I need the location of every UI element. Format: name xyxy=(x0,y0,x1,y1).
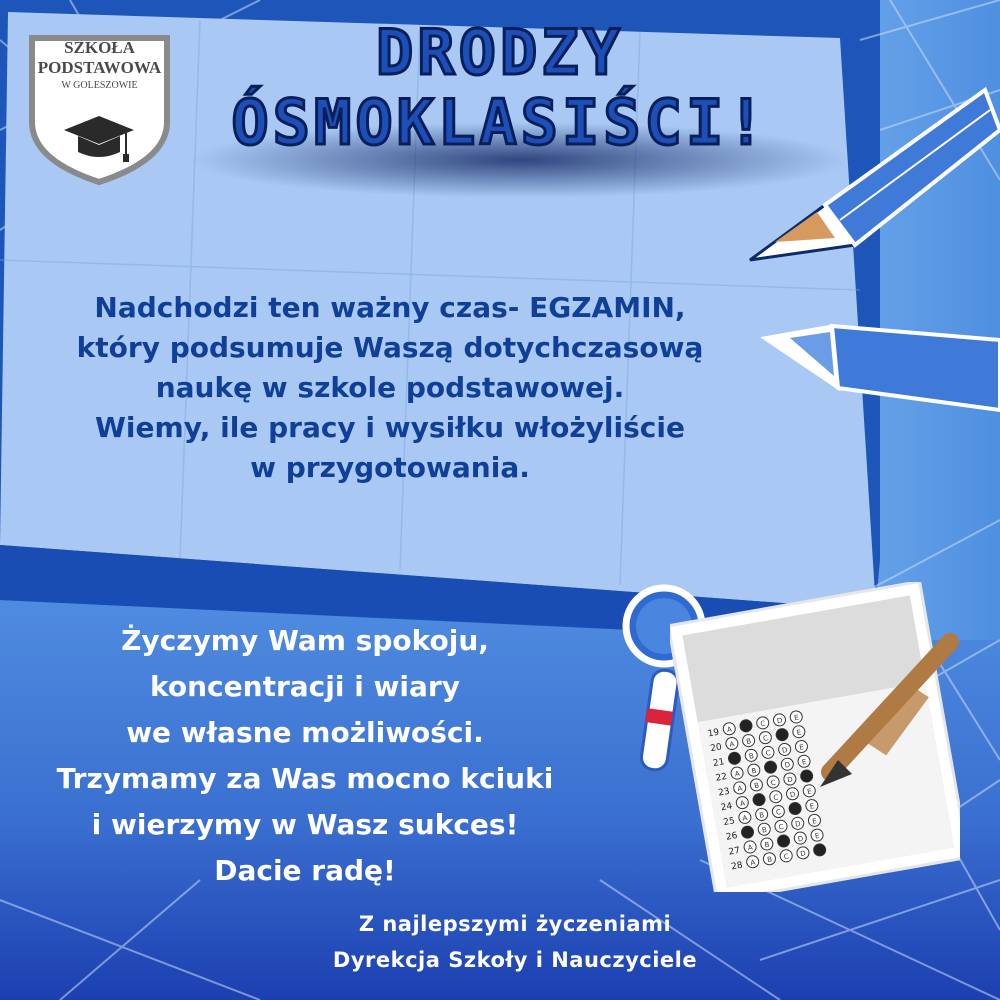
wish-line: we własne możliwości. xyxy=(126,716,484,749)
answer-bubble-letter: E xyxy=(796,728,802,738)
answer-bubble-letter: E xyxy=(806,787,813,797)
sheet-row-number: 26 xyxy=(725,831,739,843)
title-line2: ÓSMOKLASIŚCI! xyxy=(231,86,769,159)
sheet-row-number: 24 xyxy=(720,801,734,814)
pencil-icon xyxy=(760,318,1000,413)
answer-bubble-letter: A xyxy=(739,799,746,808)
intro-paragraph xyxy=(20,288,760,488)
sheet-row-number: 27 xyxy=(727,845,741,858)
sheet-row-number: 25 xyxy=(722,816,736,829)
answer-bubble-letter: A xyxy=(734,769,741,779)
sheet-row-number: 28 xyxy=(730,860,744,873)
answer-bubble-letter: B xyxy=(761,825,768,835)
logo-text-line1: SZKOŁA xyxy=(64,38,135,57)
answer-bubble-letter: E xyxy=(811,817,818,826)
answer-bubble-letter: D xyxy=(799,849,807,859)
answer-bubble-letter: B xyxy=(758,811,765,820)
wish-line: Życzymy Wam spokoju, xyxy=(121,624,489,657)
answer-bubble-letter: C xyxy=(772,793,780,803)
answer-bubble-letter: A xyxy=(749,858,756,868)
wishes-paragraph xyxy=(0,618,610,894)
intro-line: Nadchodzi ten ważny czas- EGZAMIN, xyxy=(94,291,686,324)
answer-bubble-letter: A xyxy=(736,784,743,794)
answer-bubble-letter: C xyxy=(775,808,782,817)
answer-bubble-letter: B xyxy=(748,751,755,761)
wish-line: koncentracji i wiary xyxy=(150,670,460,703)
answer-bubble-letter: A xyxy=(747,843,754,853)
answer-bubble-letter: D xyxy=(797,834,804,844)
title-line1: DRODZY xyxy=(376,16,624,89)
signature-line1: Z najlepszymi życzeniami xyxy=(358,912,672,936)
answer-bubble-letter: C xyxy=(778,822,785,832)
wish-line: i wierzymy w Wasz sukces! xyxy=(91,808,519,841)
answer-bubble-letter: B xyxy=(753,781,760,791)
sheet-row-number: 23 xyxy=(717,786,731,799)
answer-bubble-letter: A xyxy=(742,814,749,823)
signature-line2: Dyrekcja Szkoły i Nauczyciele xyxy=(332,948,698,972)
answer-bubble-letter: D xyxy=(786,775,794,785)
answer-bubble-letter: B xyxy=(750,766,758,776)
answer-bubble-letter: D xyxy=(781,746,789,755)
intro-line: który podsumuje Waszą dotychczasową xyxy=(76,331,704,364)
answer-bubble-letter: C xyxy=(759,719,767,729)
intro-line: w przygotowania. xyxy=(250,451,530,484)
answer-bubble-letter: C xyxy=(762,734,769,743)
answer-bubble-letter: D xyxy=(776,716,784,726)
sheet-row-number: 20 xyxy=(709,742,723,755)
answer-bubble-letter: C xyxy=(765,749,772,758)
answer-bubble-letter: E xyxy=(798,743,805,752)
answer-bubble-letter: E xyxy=(793,713,800,723)
answer-bubble-letter: A xyxy=(728,740,736,749)
answer-bubble-letter: D xyxy=(784,760,791,770)
answer-bubble-letter: D xyxy=(789,790,797,800)
answer-bubble-letter: B xyxy=(763,840,771,850)
answer-bubble-letter: E xyxy=(801,757,808,767)
answer-bubble-letter: E xyxy=(814,831,821,841)
logo-text-line3: W GOLESZOWIE xyxy=(61,80,138,91)
answer-bubble-letter: B xyxy=(745,737,752,746)
signature xyxy=(270,906,760,978)
answer-bubble-letter: E xyxy=(809,802,815,811)
intro-line: naukę w szkole podstawowej. xyxy=(155,371,625,404)
answer-bubble-letter: C xyxy=(770,778,777,788)
answer-bubble-letter: A xyxy=(726,725,733,735)
sheet-row-number: 19 xyxy=(707,727,721,740)
sheet-row-number: 22 xyxy=(714,771,728,784)
answer-sheet-photo xyxy=(670,582,960,892)
sheet-row-number: 21 xyxy=(712,757,726,770)
wish-line: Trzymamy za Was mocno kciuki xyxy=(56,762,554,795)
intro-line: Wiemy, ile pracy i wysiłku włożyliście xyxy=(95,411,685,444)
answer-bubble-letter: B xyxy=(766,855,773,865)
answer-bubble-letter: C xyxy=(783,852,790,862)
answer-bubble-letter: D xyxy=(794,819,802,829)
logo-text-line2: PODSTAWOWA xyxy=(37,58,162,77)
wish-line: Dacie radę! xyxy=(214,854,396,887)
